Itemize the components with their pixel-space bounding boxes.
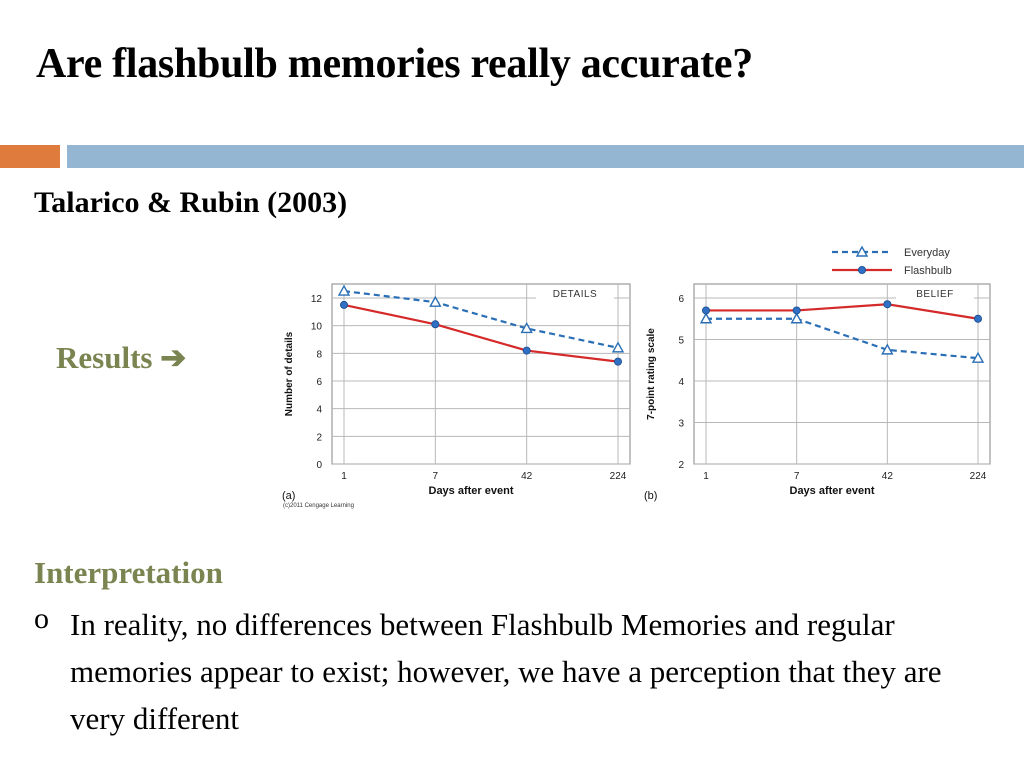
x-tick-label: 7 [793, 471, 800, 482]
flashbulb-data-point [974, 315, 981, 322]
y-tick-label: 8 [316, 349, 322, 361]
legend-everyday-label: Everyday [904, 247, 950, 259]
x-tick-label: 224 [969, 471, 987, 482]
x-tick-label: 224 [609, 471, 627, 482]
x-axis-label: Days after event [428, 485, 514, 497]
panel-title: BELIEF [916, 289, 954, 300]
panel-label: (a) [282, 490, 296, 502]
x-tick-label: 7 [432, 471, 439, 482]
slide-title: Are flashbulb memories really accurate? [36, 41, 753, 87]
legend-flashbulb-marker [858, 266, 865, 273]
y-tick-label: 3 [678, 418, 684, 430]
flashbulb-data-point [614, 358, 621, 365]
y-tick-label: 0 [316, 460, 322, 471]
interpretation-heading: Interpretation [34, 555, 223, 590]
citation-subtitle: Talarico & Rubin (2003) [34, 186, 348, 219]
y-tick-label: 12 [310, 294, 322, 305]
flashbulb-data-point [793, 307, 800, 314]
flashbulb-data-point [432, 321, 439, 328]
panel-title: DETAILS [552, 289, 598, 300]
y-tick-label: 4 [678, 377, 684, 388]
y-tick-label: 5 [678, 335, 684, 347]
x-axis-label: Days after event [789, 485, 875, 497]
x-tick-label: 42 [521, 471, 533, 482]
results-label [56, 340, 186, 376]
y-axis-label: Number of details [284, 331, 295, 417]
y-tick-label: 6 [678, 294, 684, 305]
panel-label: (b) [644, 490, 658, 502]
flashbulb-data-point [523, 347, 530, 354]
y-tick-label: 2 [316, 432, 322, 444]
right-arrow-icon: ➔ [160, 340, 187, 375]
figure-copyright: (c)2011 Cengage Learning [283, 503, 354, 509]
flashbulb-data-point [702, 307, 709, 314]
x-tick-label: 1 [341, 471, 347, 482]
y-tick-label: 10 [310, 321, 322, 333]
y-tick-label: 2 [678, 460, 684, 471]
results-figure [270, 240, 1010, 510]
y-tick-label: 4 [316, 404, 322, 416]
accent-bar-blue [67, 145, 1024, 168]
results-text: Results [56, 340, 153, 375]
y-tick-label: 6 [316, 377, 322, 388]
x-tick-label: 42 [881, 471, 893, 482]
flashbulb-data-point [340, 301, 347, 308]
legend-flashbulb-label: Flashbulb [904, 265, 952, 277]
interpretation-text: In reality, no differences between Flashbulb Memories and regular memories appear to exist; however, we have a perception that they are very different [70, 607, 942, 736]
bullet-marker: o [34, 602, 49, 635]
flashbulb-data-point [884, 301, 891, 308]
x-tick-label: 1 [703, 471, 709, 482]
y-axis-label: 7-point rating scale [646, 328, 657, 420]
accent-bar-orange [0, 145, 60, 168]
